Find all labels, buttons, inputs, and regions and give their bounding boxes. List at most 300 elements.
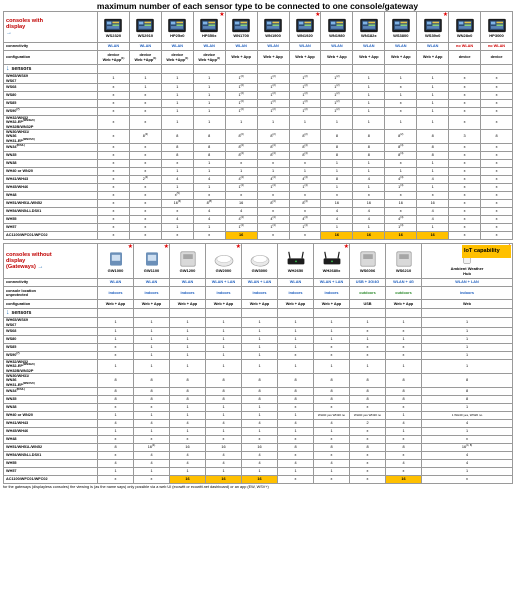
table-row — [4, 444, 513, 452]
sensor-label — [4, 224, 98, 232]
sensor-count-cell: 1 — [134, 336, 170, 344]
device-ws39x0 — [417, 12, 449, 43]
sensor-label-line: WS85 — [6, 101, 17, 106]
sensor-count-cell: x — [449, 192, 481, 200]
footnote-ref: (4) — [304, 224, 308, 228]
empty-cell — [242, 309, 278, 318]
sensor-count-cell: x — [481, 100, 513, 108]
configuration-cell: Web + App — [386, 300, 422, 309]
footnote-ref: (2) — [304, 100, 308, 104]
connectivity-cell: WLAN + 4G — [386, 279, 422, 287]
sensor-label — [4, 92, 98, 100]
sensor-label — [4, 352, 98, 360]
sensor-count-cell: 8 — [278, 388, 314, 396]
sensor-count-cell: 1 — [350, 336, 386, 344]
sensor-count-cell: 8 — [206, 388, 242, 396]
connectivity-cell: WLAN — [321, 43, 353, 51]
device-name: WS6006 — [359, 268, 376, 274]
sensor-count-cell: 8$^{(4)}$ — [257, 144, 289, 152]
sensor-count-cell: 1 — [161, 100, 193, 108]
sensor-count-cell: 8 — [98, 374, 134, 388]
table-row — [4, 460, 513, 468]
sensor-count-cell: 1$^{(4)}$ — [257, 224, 289, 232]
sensor-count-cell: 1 — [278, 328, 314, 336]
sensor-count-cell: 1 — [161, 92, 193, 100]
sensor-count-cell: x — [98, 224, 130, 232]
sensor-count-cell: 1 — [278, 336, 314, 344]
configuration-line: Web + App — [263, 55, 283, 60]
sensor-count-cell: x — [98, 100, 130, 108]
sensor-count-cell: 4 — [278, 460, 314, 468]
sensor-label-line: WN36 — [6, 378, 17, 383]
right-arrow-icon: → — [6, 30, 12, 36]
connectivity-cell: WLAN + LAN — [314, 279, 350, 287]
footnote-ref: (2) — [272, 75, 276, 79]
sensor-count-cell: x — [350, 404, 386, 412]
sensor-count-cell: 8 — [206, 396, 242, 404]
sensor-count-cell: 1$^{(2)}$ — [257, 74, 289, 84]
location-cell: indoors — [98, 287, 134, 300]
sensor-count-cell: 1 — [314, 318, 350, 328]
label-line: console location — [6, 288, 36, 293]
sensor-count-cell: 1 — [417, 184, 449, 192]
sensor-label-line: WS80 — [6, 337, 17, 342]
configuration-cell — [193, 51, 225, 65]
sensor-count-cell: x — [481, 116, 513, 130]
sensor-count-cell: x — [289, 208, 321, 216]
sensor-count-cell: x — [98, 84, 130, 92]
configuration-cell — [225, 51, 257, 65]
sensor-count-cell: 1$^{(2)}$ — [289, 108, 321, 116]
sensor-count-cell: 1 — [134, 412, 170, 420]
sensor-count-cell: 8 — [98, 444, 134, 452]
connectivity-cell: WLAN — [257, 43, 289, 51]
table-row — [4, 116, 513, 130]
location-cell: indoors — [314, 287, 350, 300]
sensor-label — [4, 130, 98, 144]
footnote-ref: (2) — [304, 92, 308, 96]
sensor-count-cell: x — [98, 92, 130, 100]
footnote-ref: (WN37x5) — [22, 137, 35, 141]
sensor-label — [4, 116, 98, 130]
sensor-count-cell: 1 — [193, 84, 225, 92]
sensor-count-cell: 4 — [206, 420, 242, 428]
sensor-count-cell: 4 — [321, 208, 353, 216]
gateway-gw1000 — [98, 244, 134, 279]
right-arrow-icon: → — [35, 264, 44, 270]
sensor-label-line: WN30/WH31/ — [6, 374, 30, 379]
sensor-count-cell: 1 — [321, 160, 353, 168]
configuration-cell — [353, 51, 385, 65]
sensor-count-cell: 8 — [321, 176, 353, 184]
footnote-ref: (5) — [176, 192, 180, 196]
sensor-count-cell: 8 — [242, 388, 278, 396]
sensor-label — [4, 344, 98, 352]
device-name: WN1900 — [265, 32, 281, 38]
sensor-count-cell: 1 — [385, 168, 417, 176]
sensor-count-cell: x — [321, 192, 353, 200]
configuration-line: Web + App — [295, 55, 315, 60]
sensor-count-cell: x — [353, 192, 385, 200]
gateway-gw1200 — [170, 244, 206, 279]
sensor-count-cell: x — [193, 192, 225, 200]
sensor-count-cell: 1$^{(4)}$ — [385, 224, 417, 232]
sensor-count-cell: 1 — [422, 404, 513, 412]
sensor-count-cell: 1$^{(4)}$ — [385, 184, 417, 192]
connectivity-cell: WLAN + LAN — [422, 279, 513, 287]
sensor-count-cell: 4 — [206, 452, 242, 460]
connectivity-cell: WLAN — [193, 43, 225, 51]
down-arrow-icon: ↓ — [6, 64, 12, 72]
sensor-count-cell: 8 — [350, 444, 386, 452]
sensor-count-cell: 1$^{(2)}$ — [321, 84, 353, 92]
sensor-count-cell: 1 — [98, 336, 134, 344]
connectivity-cell: WLAN — [278, 279, 314, 287]
sensor-count-cell: x — [385, 160, 417, 168]
sensor-count-cell: 1 WH40 yes, WN20 no — [422, 412, 513, 420]
sensor-count-cell: 1 — [350, 318, 386, 328]
footnote-ref: (4) — [240, 216, 244, 220]
gateways-table — [3, 243, 513, 484]
sensor-count-cell: 1 — [134, 352, 170, 360]
connectivity-cell: WLAN — [289, 43, 321, 51]
sensor-count-cell: x — [206, 436, 242, 444]
footnote-ref: (2) — [336, 84, 340, 88]
footnote-ref: (4) — [272, 200, 276, 204]
sensor-count-cell: 1 — [98, 318, 134, 328]
consoles-sensors-heading-row — [4, 65, 513, 74]
empty-cell — [422, 309, 513, 318]
sensor-label — [4, 420, 98, 428]
sensor-count-cell: 1 — [170, 428, 206, 436]
sensor-count-cell: 4$^{(4)}$ — [385, 176, 417, 184]
row-label: configuration — [4, 51, 98, 65]
sensor-count-cell: x — [385, 84, 417, 92]
sensor-count-cell: x — [449, 200, 481, 208]
sensor-label-line: WH54/WN54-LDS01 — [6, 453, 42, 458]
configuration-line: Web + App — [231, 55, 251, 60]
sensor-count-cell: x — [481, 74, 513, 84]
sensor-count-cell: 4$^{(4)}$ — [257, 176, 289, 184]
sensor-count-cell: x — [350, 352, 386, 360]
sensor-count-cell: 8 — [134, 396, 170, 404]
sensor-count-cell: 1 — [417, 100, 449, 108]
sensor-count-cell: x — [449, 216, 481, 224]
device-name: WS6210 — [395, 268, 412, 274]
location-cell: indoors — [170, 287, 206, 300]
configuration-cell — [417, 51, 449, 65]
location-cell: outdoors — [350, 287, 386, 300]
sensor-count-cell: x — [129, 208, 161, 216]
sensor-count-cell: 1 — [422, 318, 513, 328]
gateway-ws6006 — [350, 244, 386, 279]
sensor-label-line: WN36 — [6, 134, 17, 139]
sensor-count-cell: x — [386, 328, 422, 336]
sensor-label-line: WH54/WN54-LDS01 — [6, 209, 42, 214]
footnote-ref: (7) — [16, 352, 20, 356]
sensor-count-cell: 8 — [242, 374, 278, 388]
sensor-label-line: WH45/WH46 — [6, 185, 29, 190]
sensor-count-cell: 4 — [321, 216, 353, 224]
sensor-count-cell: 1$^{(2)}$ — [289, 92, 321, 100]
sensor-count-cell: x — [129, 152, 161, 160]
footnote-ref: (2) — [240, 84, 244, 88]
star-icon: ★ — [442, 12, 449, 18]
sensor-count-cell: x — [98, 232, 130, 240]
sensor-count-cell: 8 — [206, 374, 242, 388]
sensor-label-line: WH57 — [6, 225, 17, 230]
sensor-label — [4, 74, 98, 84]
sensor-count-cell: x — [98, 176, 130, 184]
sensor-count-cell: x — [98, 130, 130, 144]
footnote-ref: (1) — [121, 56, 125, 60]
sensor-count-cell: x — [129, 168, 161, 176]
sensor-label — [4, 412, 98, 420]
sensor-count-cell: 1 — [422, 328, 513, 336]
sensor-count-cell: 4 — [98, 420, 134, 428]
sensor-count-cell: 16 — [321, 232, 353, 240]
sensor-count-cell: 4 — [353, 208, 385, 216]
table-row — [4, 318, 513, 328]
sensor-label — [4, 476, 98, 484]
sensor-count-cell: 1 — [98, 74, 130, 84]
sensor-count-cell: x — [481, 208, 513, 216]
sensor-count-cell: 4 — [314, 420, 350, 428]
sensor-count-cell: 1 — [242, 352, 278, 360]
sensors-heading — [4, 65, 98, 74]
device-wn28x0 — [449, 12, 481, 43]
footnote-ref: (2) — [240, 75, 244, 79]
sensor-count-cell: x — [449, 92, 481, 100]
connectivity-cell: WLAN — [353, 43, 385, 51]
sensor-label-line: WN38 — [6, 161, 17, 166]
sensor-count-cell: 4 — [417, 216, 449, 224]
sensor-count-cell: x — [170, 436, 206, 444]
sensor-count-cell: 1 — [314, 428, 350, 436]
sensor-count-cell: x — [481, 92, 513, 100]
sensor-count-cell: 8 — [314, 444, 350, 452]
device-name: WS2910 — [137, 32, 154, 38]
sensor-count-cell: 1$^{(2)}$ — [321, 74, 353, 84]
sensor-count-cell: 8 — [314, 396, 350, 404]
sensor-count-cell: x — [386, 344, 422, 352]
table-row — [4, 436, 513, 444]
sensor-count-cell: 8 — [242, 396, 278, 404]
table-row — [4, 92, 513, 100]
sensor-count-cell: x — [449, 116, 481, 130]
sensor-count-cell: 1$^{(2)}$ — [321, 108, 353, 116]
sensor-label-line: WS85 — [6, 345, 17, 350]
footnote-ref: (2) — [304, 75, 308, 79]
device-name: WN1980 — [329, 32, 345, 38]
sensor-count-cell: 1 — [417, 74, 449, 84]
row-label: connectivity — [4, 43, 98, 51]
sensor-count-cell: 1 — [385, 116, 417, 130]
footnote-ref: (4) — [272, 184, 276, 188]
sensor-count-cell: 1 — [170, 352, 206, 360]
sensor-count-cell: 1 — [161, 168, 193, 176]
configuration-cell — [98, 51, 130, 65]
footnote-ref: (8) — [208, 200, 212, 204]
sensor-count-cell: x — [98, 144, 130, 152]
sensor-count-cell: x — [386, 352, 422, 360]
sensor-label-line: WN35 — [6, 153, 17, 158]
sensor-count-cell: 1 — [353, 160, 385, 168]
sensor-count-cell: x — [278, 404, 314, 412]
configuration-cell: Web + App — [134, 300, 170, 309]
sensor-count-cell: x — [422, 436, 513, 444]
sensor-count-cell: 1 — [206, 328, 242, 336]
sensor-label-line: WH32B/WN32P — [6, 368, 34, 373]
sensor-count-cell: 1 — [134, 318, 170, 328]
sensor-label — [4, 404, 98, 412]
sensor-count-cell: 4 — [161, 216, 193, 224]
footnote-ref: (4) — [304, 176, 308, 180]
sensor-count-cell: x — [481, 232, 513, 240]
sensor-count-cell: 8$^{(4)}$ — [225, 152, 257, 160]
sensor-count-cell: 1 — [170, 318, 206, 328]
device-name: WN28x0 — [456, 32, 473, 38]
table-row — [4, 352, 513, 360]
sensor-label-line: WS67 — [6, 322, 17, 327]
gateway-ws6210 — [386, 244, 422, 279]
sensor-count-cell: 1 — [134, 360, 170, 374]
sensor-count-cell: x — [98, 436, 134, 444]
configuration-line: Web +App$^{(1)}$ — [102, 56, 125, 62]
sensor-count-cell: 1 — [417, 108, 449, 116]
empty-cell — [129, 65, 161, 74]
consoles-with-display-heading — [4, 12, 98, 43]
sensor-count-cell: x — [161, 208, 193, 216]
sensor-count-cell: 1$^{(2)}$ — [225, 92, 257, 100]
sensor-count-cell: 4 — [206, 460, 242, 468]
sensor-count-cell: 1 — [129, 74, 161, 84]
sensor-count-cell: x — [98, 108, 130, 116]
sensor-label-line: WH40 or WN20 — [6, 413, 34, 418]
sensor-count-cell: x — [129, 232, 161, 240]
sensor-count-cell: x — [134, 404, 170, 412]
sensor-count-cell: x — [350, 428, 386, 436]
heading-text: (Gateways) — [6, 264, 36, 270]
sensor-label — [4, 168, 98, 176]
table-row — [4, 476, 513, 484]
connectivity-cell: USB + 3G/4G — [350, 279, 386, 287]
sensor-count-cell: 4 — [353, 176, 385, 184]
configuration-cell — [449, 51, 481, 65]
sensor-count-cell: 1 — [193, 100, 225, 108]
sensor-count-cell: 1 — [321, 168, 353, 176]
sensor-count-cell: x — [481, 200, 513, 208]
sensor-count-cell: 4$^{(4)}$ — [225, 216, 257, 224]
sensor-count-cell: x — [449, 74, 481, 84]
sensor-count-cell: 1$^{(2)}$ — [225, 100, 257, 108]
label-line: unprotected — [6, 293, 28, 297]
sensor-count-cell: 1 — [417, 84, 449, 92]
sensor-count-cell: x — [129, 144, 161, 152]
device-name: GW2000 — [215, 268, 232, 274]
device-wn1920 — [289, 12, 321, 43]
sensor-label-line: $WH32-EP^{(WN39x5)}$ — [6, 363, 35, 369]
device-name: WS2320 — [105, 32, 122, 38]
sensor-count-cell: 1$^{(4)}$ — [225, 224, 257, 232]
sensor-count-cell: x — [350, 436, 386, 444]
sensor-label-line: $WH32-EP^{(WN39x5)}$ — [6, 119, 35, 125]
sensor-count-cell: x — [257, 208, 289, 216]
device-name: GW3000 — [251, 268, 268, 274]
sensor-count-cell: 8 — [314, 388, 350, 396]
footnote-ref: (2) — [240, 100, 244, 104]
footnote-ref: (WN37x5) — [22, 381, 35, 385]
sensor-count-cell: 1$^{(2)}$ — [257, 100, 289, 108]
footnote-ref: (4) — [272, 216, 276, 220]
configuration-line: device — [458, 55, 471, 60]
sensor-count-cell: 1$^{(2)}$ — [289, 100, 321, 108]
sensor-count-cell: 8 — [350, 388, 386, 396]
sensor-count-cell: 8$^{(2)}$ — [289, 130, 321, 144]
sensor-count-cell: 1 — [206, 412, 242, 420]
sensor-count-cell: 1 — [422, 360, 513, 374]
sensor-count-cell: x — [385, 192, 417, 200]
empty-cell — [353, 65, 385, 74]
sensor-count-cell: 4 — [98, 460, 134, 468]
sensor-count-cell: 1 — [193, 92, 225, 100]
configuration-line: Web + App — [359, 55, 379, 60]
sensor-count-cell: x — [449, 144, 481, 152]
sensor-count-cell: x — [449, 100, 481, 108]
table-row — [4, 468, 513, 476]
footnote-ref: (3) — [144, 133, 149, 137]
sensor-count-cell: x — [161, 232, 193, 240]
sensor-label-line: WH32B/WN32P — [6, 124, 34, 129]
location-cell: outdoors — [386, 287, 422, 300]
sensor-count-cell: 1 — [278, 428, 314, 436]
sensors-heading — [4, 309, 98, 318]
sensor-label — [4, 200, 98, 208]
sensor-count-cell: x — [225, 192, 257, 200]
footnote-ref: (2) — [336, 75, 340, 79]
sensor-label — [4, 208, 98, 216]
empty-cell — [225, 65, 257, 74]
sensor-count-cell: 1 — [161, 74, 193, 84]
sensor-count-cell: x — [350, 328, 386, 336]
empty-cell — [321, 65, 353, 74]
sensor-count-cell: 1 — [242, 412, 278, 420]
footnote-ref: (2) — [240, 108, 244, 112]
sensor-count-cell: 8 — [161, 130, 193, 144]
sensor-label-line: WN30/WH31/ — [6, 130, 30, 135]
sensor-count-cell: x — [422, 476, 513, 484]
sensor-count-cell: x — [193, 232, 225, 240]
sensor-count-cell: 1 — [350, 360, 386, 374]
sensor-count-cell: 8 — [193, 152, 225, 160]
sensor-count-cell: x — [314, 476, 350, 484]
down-arrow-icon: ↓ — [6, 308, 12, 316]
footnote-ref: (4) — [304, 152, 308, 156]
sensor-count-cell: x — [449, 108, 481, 116]
sensor-count-cell: 8 — [350, 374, 386, 388]
sensor-count-cell: 1 — [278, 360, 314, 374]
footnote-ref: (1) — [216, 56, 221, 60]
sensor-count-cell: x — [98, 404, 134, 412]
sensor-count-cell: x — [481, 176, 513, 184]
iot-capability-label: IoT capability — [462, 245, 511, 258]
empty-cell — [206, 309, 242, 318]
star-icon: ★ — [163, 244, 169, 250]
configuration-cell — [481, 51, 513, 65]
sensor-count-cell: 16 — [225, 200, 257, 208]
sensor-count-cell: 1 — [242, 428, 278, 436]
device-hp3000 — [481, 12, 513, 43]
